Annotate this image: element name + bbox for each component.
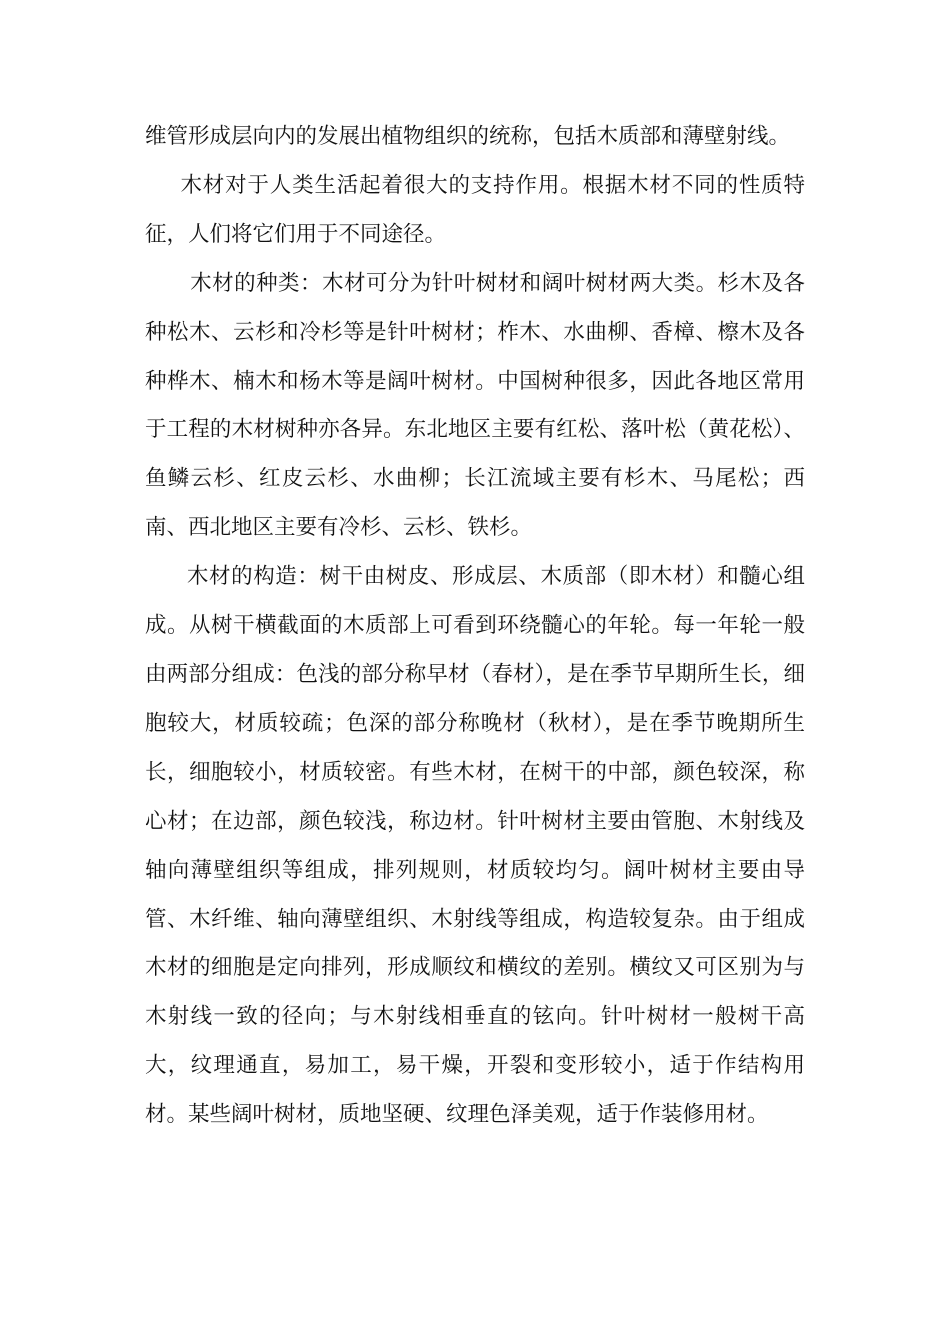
document-body	[145, 113, 805, 1140]
paragraph-wood-types: 木材的种类：木材可分为针叶树材和阔叶树材两大类。杉木及各种松木、云杉和冷杉等是针叶树材；柞木、水曲柳、香樟、檫木及各种桦木、楠木和杨木等是阔叶树材。中国树种很多，因此各地区常用于工程的木材树种亦各异。东北地区主要有红松、落叶松（黄花松）、鱼鳞云杉、红皮云杉、水曲柳；长江流域主要有杉木、马尾松；西南、西北地区主要有冷杉、云杉、铁杉。	[145, 270, 805, 541]
paragraph-continuation: 维管形成层向内的发展出植物组织的统称，包括木质部和薄壁射线。	[145, 124, 791, 149]
paragraph-wood-structure: 木材的构造：树干由树皮、形成层、木质部（即木材）和髓心组成。从树干横截面的木质部上可看到环绕髓心的年轮。每一年轮一般由两部分组成：色浅的部分称早材（春材），是在季节早期所生长，细胞较大，材质较疏；色深的部分称晚材（秋材），是在季节晚期所生长，细胞较小，材质较密。有些木材，在树干的中部，颜色较深，称心材；在边部，颜色较浅，称边材。针叶树材主要由管胞、木射线及轴向薄壁组织等组成，排列规则，材质较均匀。阔叶树材主要由导管、木纤维、轴向薄壁组织、木射线等组成，构造较复杂。由于组成木材的细胞是定向排列，形成顺纹和横纹的差别。横纹又可区别为与木射线一致的径向；与木射线相垂直的铉向。针叶树材一般树干高大，纹理通直，易加工，易干燥，开裂和变形较小，适于作结构用材。某些阔叶树材，质地坚硬、纹理色泽美观，适于作装修用材。	[145, 564, 805, 1128]
paragraph-wood-support: 木材对于人类生活起着很大的支持作用。根据木材不同的性质特征，人们将它们用于不同途径。	[145, 172, 805, 247]
